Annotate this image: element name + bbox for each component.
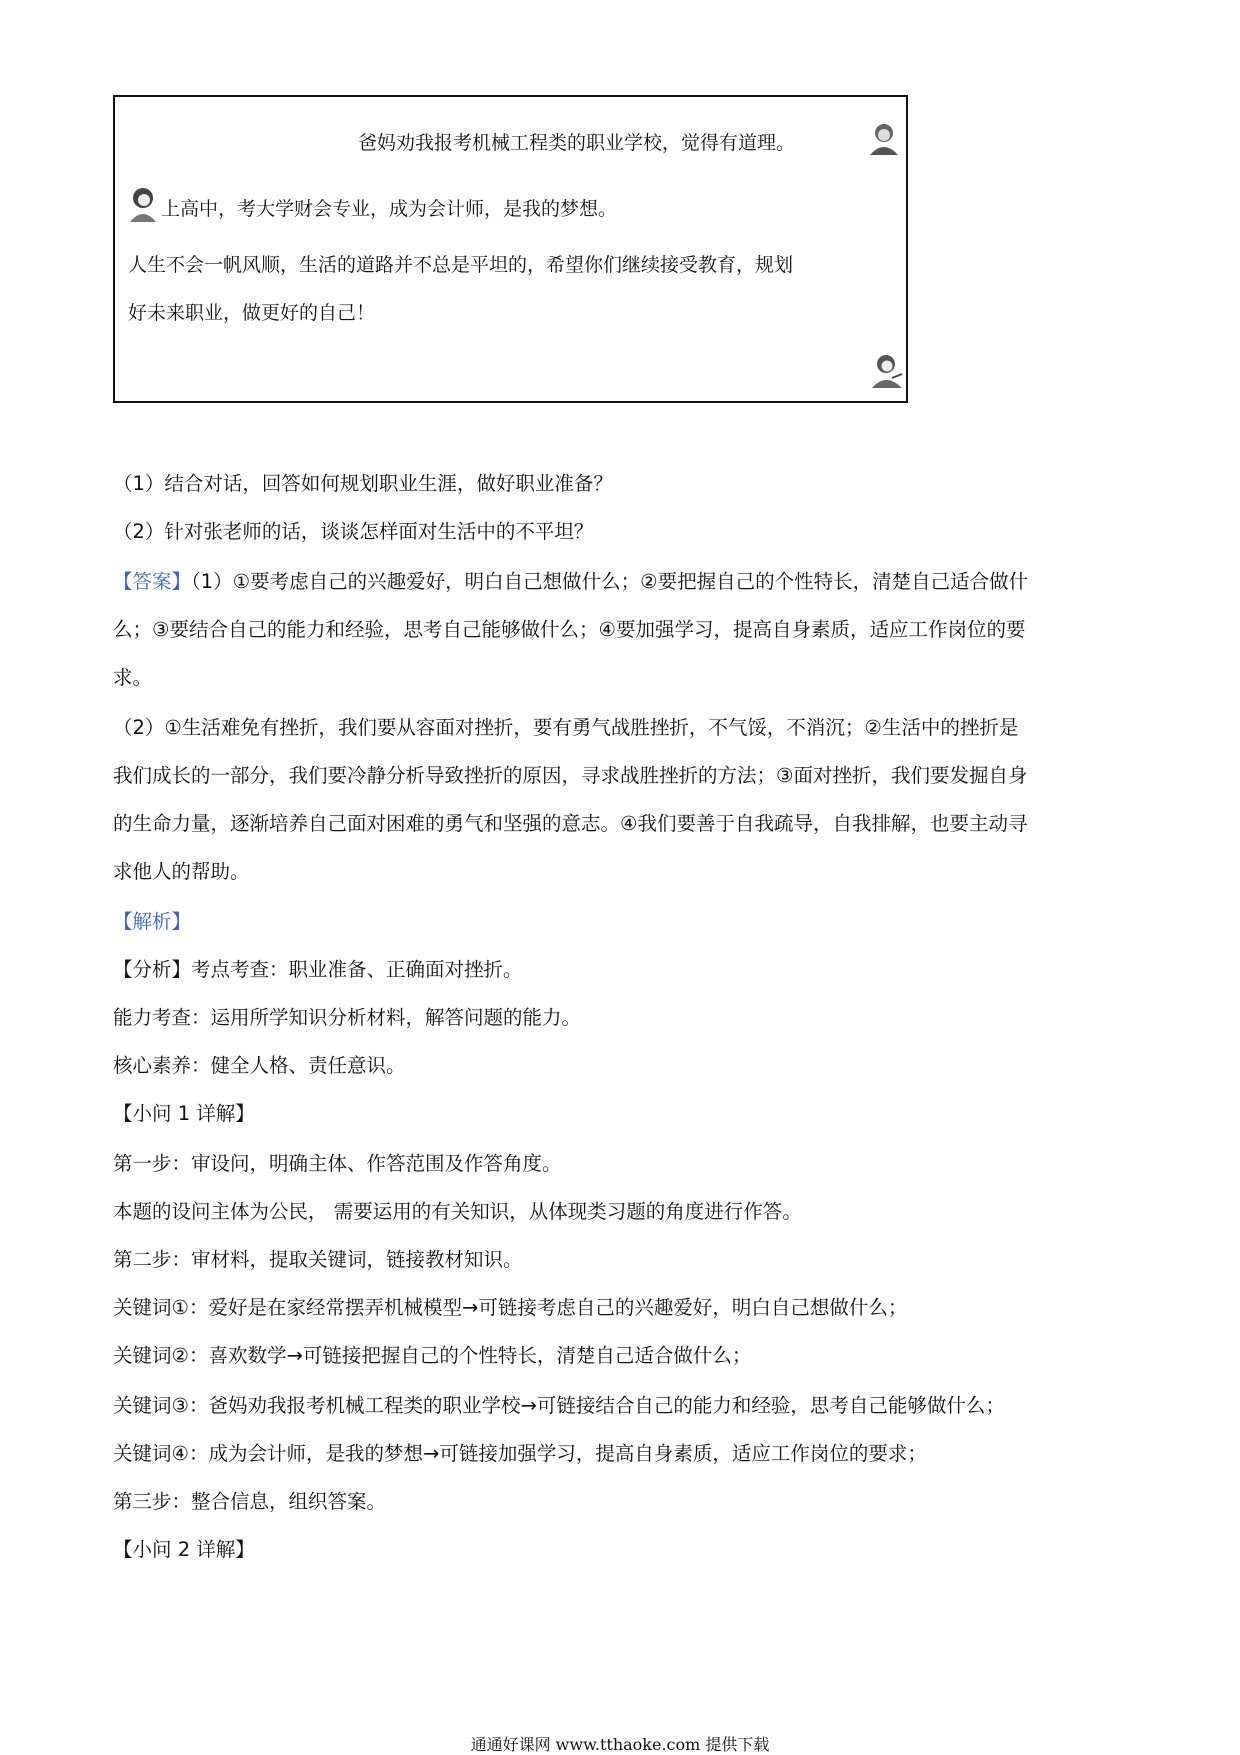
analysis-label: 【解析】 <box>113 910 192 933</box>
boy-avatar-icon <box>864 119 904 155</box>
answer-line-5: 我们成长的一部分，我们要冷静分析导致挫折的原因，寻求战胜挫折的方法；③面对挫折，我们要发掘自身 <box>113 764 1028 787</box>
step-2: 第二步：审材料，提取关键词，链接教材知识。 <box>113 1248 523 1271</box>
girl-avatar-icon <box>128 186 160 222</box>
question-2: （2）针对张老师的话，谈谈怎样面对生活中的不平坦？ <box>113 520 594 543</box>
dialog-line-3: 人生不会一帆风顺，生活的道路并不总是平坦的，希望你们继续接受教育，规划 <box>128 254 794 276</box>
question-1: （1）结合对话，回答如何规划职业生涯，做好职业准备？ <box>113 472 613 495</box>
sub-question-1-heading: 【小问 1 详解】 <box>113 1102 255 1125</box>
dialog-line-1: 爸妈劝我报考机械工程类的职业学校，觉得有道理。 <box>358 132 796 154</box>
dialog-line-2: 上高中，考大学财会专业，成为会计师，是我的梦想。 <box>161 198 618 220</box>
answer-label: 【答案】 <box>113 570 192 593</box>
analysis-line-1: 【分析】考点考查：职业准备、正确面对挫折。 <box>113 958 523 981</box>
answer-line-1: 【答案】（1）①要考虑自己的兴趣爱好，明白自己想做什么；②要把握自己的个性特长，清楚自己适合做什 <box>113 570 1029 593</box>
answer-line-7: 求他人的帮助。 <box>113 860 250 883</box>
step-1: 第一步：审设问，明确主体、作答范围及作答角度。 <box>113 1152 562 1175</box>
keyword-3: 关键词③：爸妈劝我报考机械工程类的职业学校→可链接结合自己的能力和经验，思考自己能够做什么； <box>113 1394 1005 1417</box>
answer-line-4: （2）①生活难免有挫折，我们要从容面对挫折，要有勇气战胜挫折，不气馁，不消沉；②生活中的挫折是 <box>113 716 1019 739</box>
answer-line-2: 么；③要结合自己的能力和经验，思考自己能够做什么；④要加强学习，提高自身素质，适应工作岗位的要 <box>113 618 1026 641</box>
page-footer: 通通好课网 www.tthaoke.com 提供下载 <box>470 1735 770 1754</box>
step-3: 第三步：整合信息，组织答案。 <box>113 1490 387 1513</box>
analysis-line-3: 核心素养：健全人格、责任意识。 <box>113 1054 406 1077</box>
sub-question-2-heading: 【小问 2 详解】 <box>113 1538 255 1561</box>
keyword-4: 关键词④：成为会计师，是我的梦想→可链接加强学习，提高自身素质，适应工作岗位的要求； <box>113 1442 927 1465</box>
dialog-line-4: 好未来职业，做更好的自己！ <box>128 302 376 324</box>
keyword-2: 关键词②：喜欢数学→可链接把握自己的个性特长，清楚自己适合做什么； <box>113 1344 752 1367</box>
teacher-avatar-icon <box>870 352 904 388</box>
answer-line-3: 求。 <box>113 666 153 689</box>
answer-line-6: 的生命力量，逐渐培养自己面对困难的勇气和坚强的意志。④我们要善于自我疏导，自我排解，也要主动寻 <box>113 812 1028 835</box>
step-1-detail: 本题的设问主体为公民， 需要运用的有关知识，从体现类习题的角度进行作答。 <box>113 1200 802 1223</box>
analysis-line-2: 能力考查：运用所学知识分析材料，解答问题的能力。 <box>113 1006 582 1029</box>
keyword-1: 关键词①：爱好是在家经常摆弄机械模型→可链接考虑自己的兴趣爱好，明白自己想做什么； <box>113 1296 908 1319</box>
